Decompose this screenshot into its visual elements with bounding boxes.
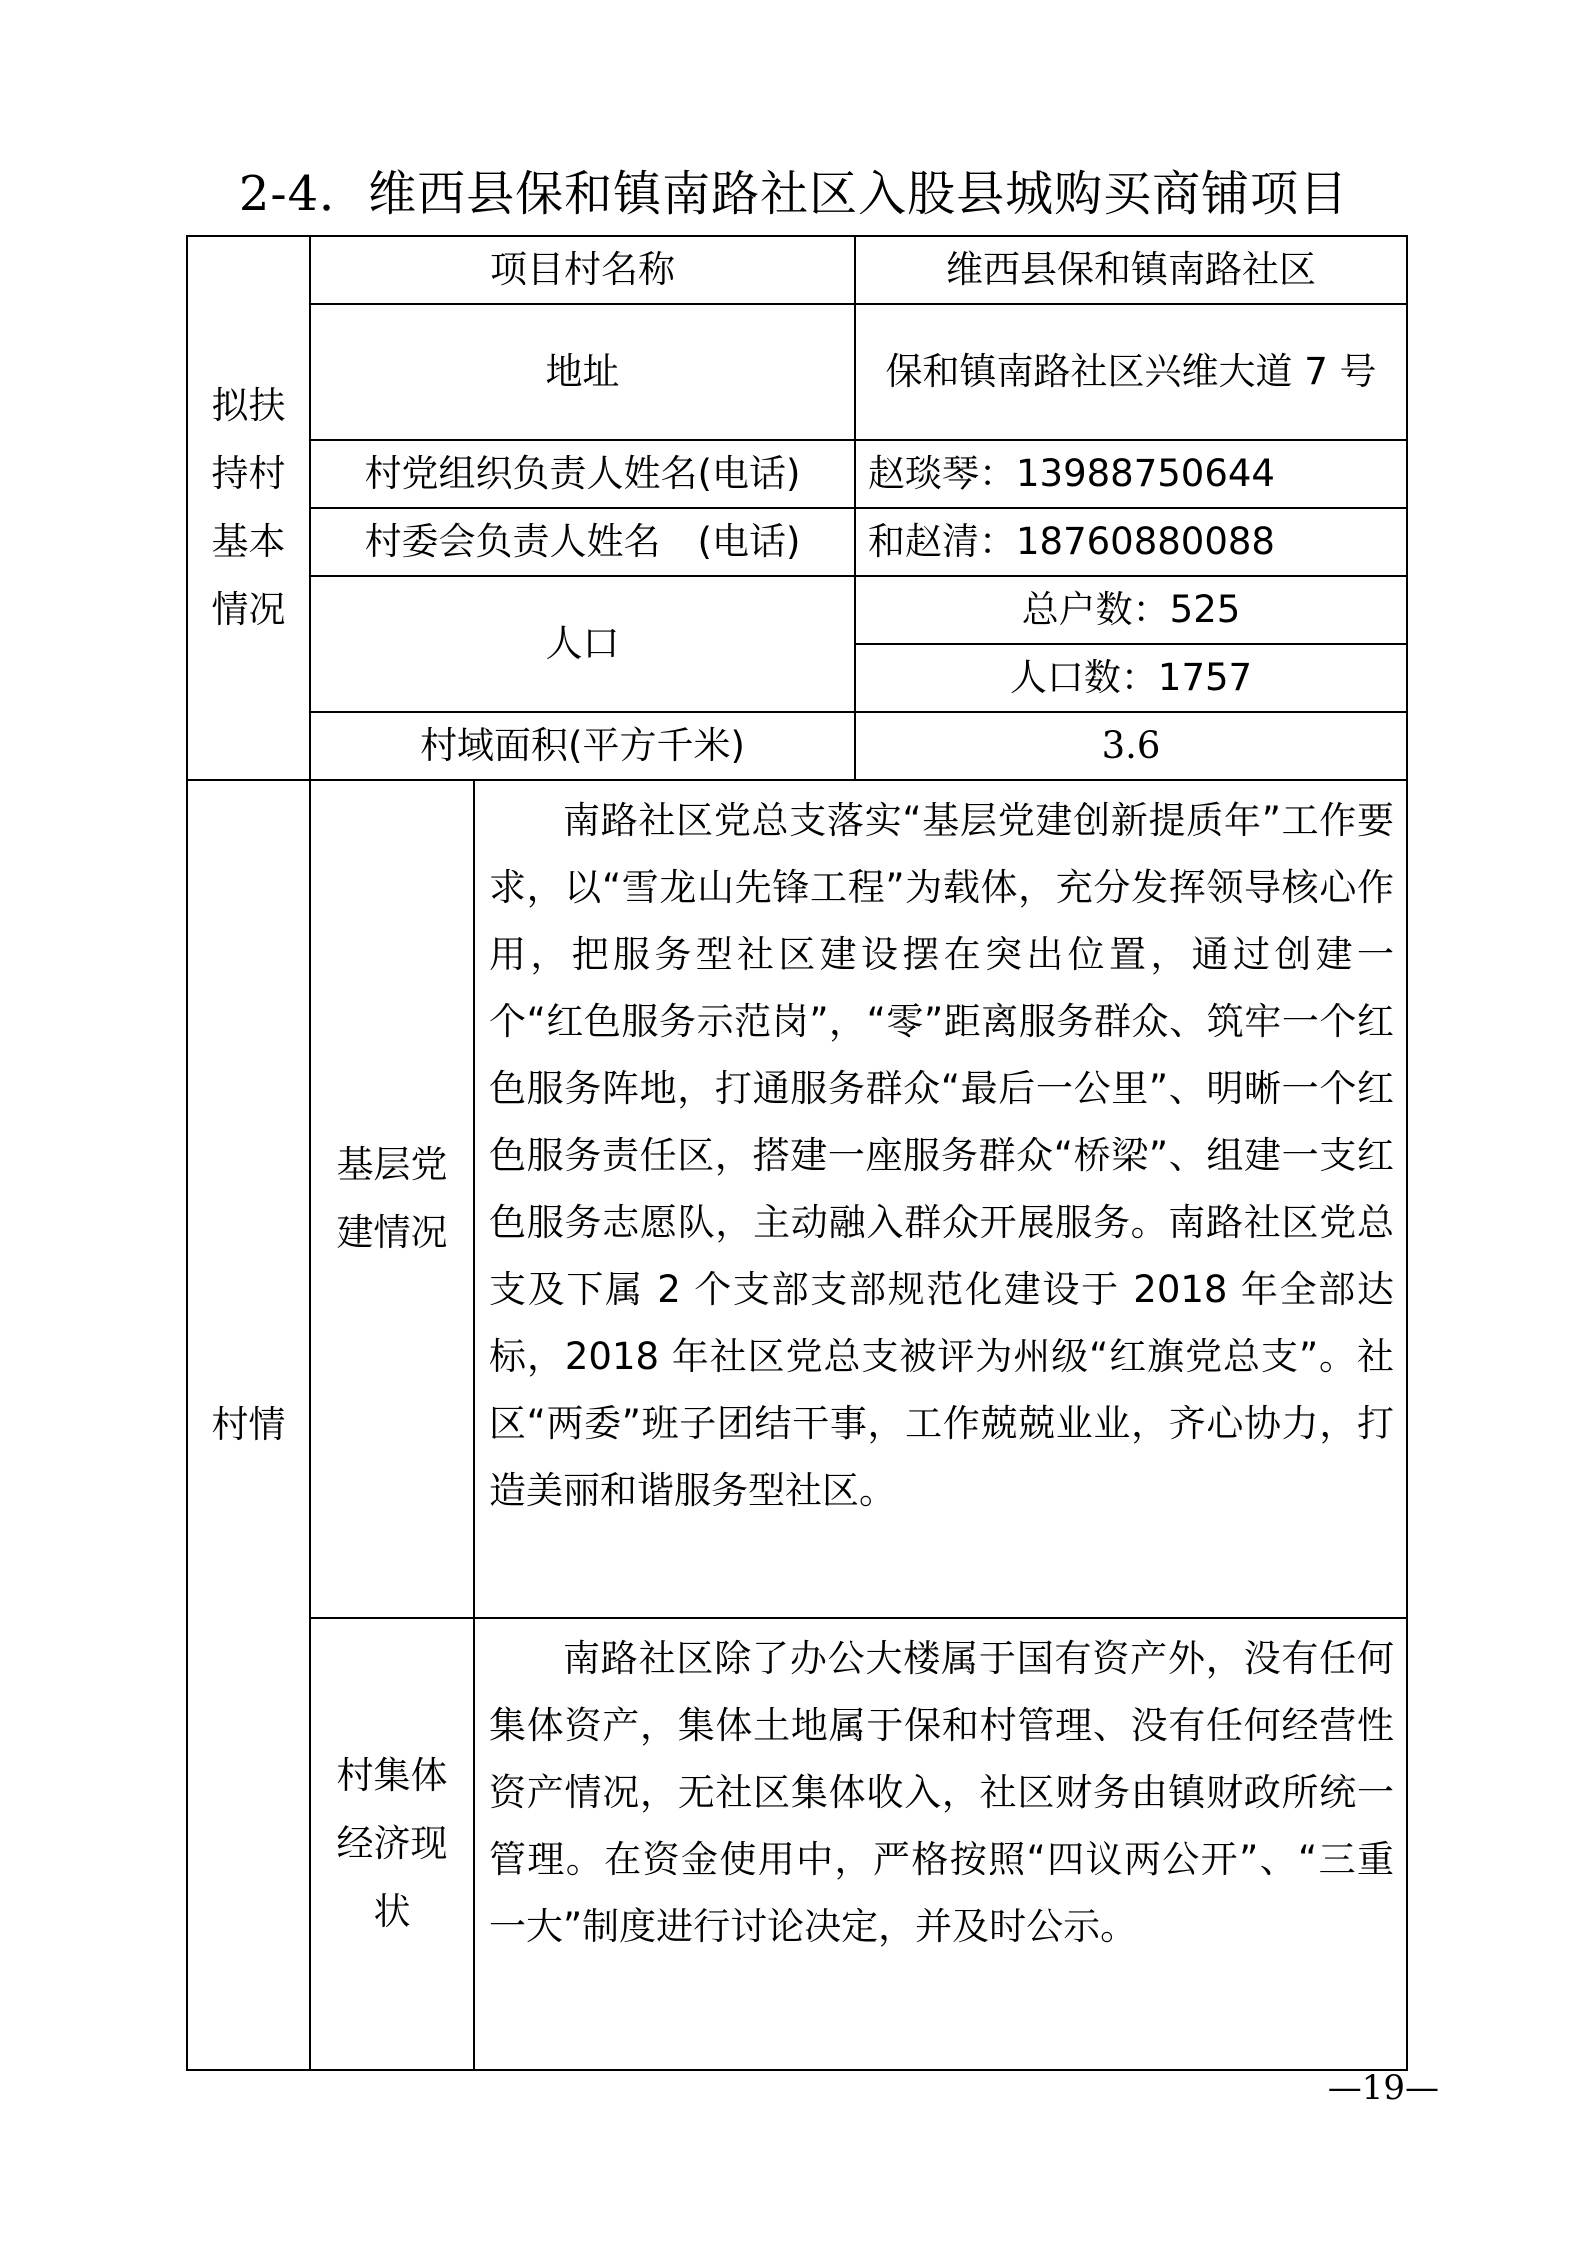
address-label: 地址 <box>310 304 855 440</box>
area-label: 村域面积(平方千米) <box>310 712 855 780</box>
info-table <box>186 235 1408 2071</box>
committee-leader-label: 村委会负责人姓名 (电话) <box>310 508 855 576</box>
table-row <box>187 508 1407 576</box>
economy-label: 村集体经济现状 <box>310 1618 474 2070</box>
people-value: 人口数：1757 <box>855 644 1407 712</box>
economy-text: 南路社区除了办公大楼属于国有资产外，没有任何集体资产，集体土地属于保和村管理、没有任何经营性资产情况，无社区集体收入，社区财务由镇财政所统一管理。在资金使用中，严格按照“四议两公开”、“三重一大”制度进行讨论决定，并及时公示。 <box>474 1618 1407 2070</box>
village-section-label: 村情 <box>187 780 310 2070</box>
party-building-label: 基层党建情况 <box>310 780 474 1618</box>
party-leader-value: 赵琰琴：13988750644 <box>855 440 1407 508</box>
table-row <box>187 712 1407 780</box>
area-value: 3.6 <box>855 712 1407 780</box>
population-label: 人口 <box>310 576 855 712</box>
party-building-text: 南路社区党总支落实“基层党建创新提质年”工作要求，以“雪龙山先锋工程”为载体，充分发挥领导核心作用，把服务型社区建设摆在突出位置，通过创建一个“红色服务示范岗”，“零”距离服务群众、筑牢一个红色服务阵地，打通服务群众“最后一公里”、明晰一个红色服务责任区，搭建一座服务群众“桥梁”、组建一支红色服务志愿队，主动融入群众开展服务。南路社区党总支及下属 2 个支部支部规范化建设于 2018 年全部达标，2018 年社区党总支被评为州级“红旗党总支”。社区“两委”班子团结干事，工作兢兢业业，齐心协力，打造美丽和谐服务型社区。 <box>474 780 1407 1618</box>
page-number: —19— <box>1327 2068 1439 2108</box>
village-name-label: 项目村名称 <box>310 236 855 304</box>
table-row <box>187 440 1407 508</box>
party-leader-label: 村党组织负责人姓名(电话) <box>310 440 855 508</box>
households-value: 总户数：525 <box>855 576 1407 644</box>
address-value: 保和镇南路社区兴维大道 7 号 <box>855 304 1407 440</box>
table-row <box>187 236 1407 304</box>
table-row <box>187 576 1407 644</box>
committee-leader-value: 和赵清：18760880088 <box>855 508 1407 576</box>
table-row <box>187 1618 1407 2070</box>
page-title: 2-4．维西县保和镇南路社区入股县城购买商铺项目 <box>238 166 1349 222</box>
table-row <box>187 304 1407 440</box>
table-row <box>187 780 1407 1618</box>
basic-section-label: 拟扶持村基本情况 <box>187 236 310 780</box>
village-name-value: 维西县保和镇南路社区 <box>855 236 1407 304</box>
